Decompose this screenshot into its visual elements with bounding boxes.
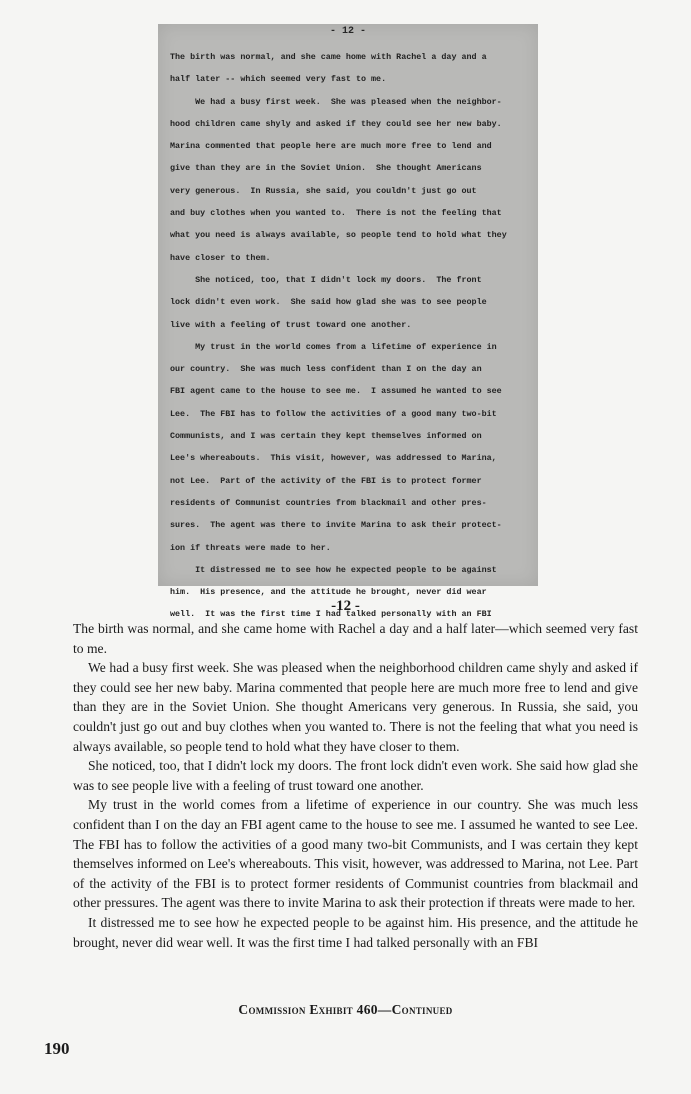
typescript-line: have closer to them. [170,252,271,263]
typescript-line: It distressed me to see how he expected people to be against [170,564,497,575]
typescript-line: what you need is always available, so people tend to hold what they [170,230,507,241]
paragraph: She noticed, too, that I didn't lock my doors. The front lock didn't even work. She said how glad she was to see people live with a feeling of trust toward one another. [73,758,638,793]
printed-page-number: -12 - [331,598,360,614]
typescript-page-number: - 12 - [329,26,366,37]
typescript-line: very generous. In Russia, she said, you couldn't just go out [170,185,477,196]
typescript-line: not Lee. Part of the activity of the FBI is to protect former [170,475,482,486]
typescript-line: Marina commented that people here are much more free to lend and [170,141,492,152]
typescript-line: half later -- which seemed very fast to me. [170,74,387,85]
typescript-line: residents of Communist countries from blackmail and other pres- [170,497,487,508]
typescript-line: Lee. The FBI has to follow the activities of a good many two-bit [170,408,497,419]
typescript-line: give than they are in the Soviet Union. She thought Americans [170,163,482,174]
typescript-line: Lee's whereabouts. This visit, however, was addressed to Marina, [170,453,497,464]
typescript-line: sures. The agent was there to invite Marina to ask their protect- [170,520,502,531]
typescript-lines [170,46,532,626]
typescript-line: well. It was the first time I had talked personally with an FBI [170,609,492,620]
typescript-line: The birth was normal, and she came home with Rachel a day and a [170,52,487,62]
typescript-line: live with a feeling of trust toward one another. [170,319,412,330]
typescript-line: him. His presence, and the attitude he brought, never did wear [170,587,487,598]
page-folio: 190 [44,1039,70,1058]
paragraph: My trust in the world comes from a lifetime of experience in our country. She was much less confident than I on the day an FBI agent came to the house to see me. I assumed he wanted to see Lee. The FBI has to follow the activities of a good many two-bit Communists, and I was certain they kept themselves informed on Lee's whereabouts. This visit, however, was addressed to Marina, not Lee. Part of the activity of the FBI is to protect former residents of Communist countries from blackmail and other pressures. The agent was there to invite Marina to ask their protection if threats were made to her. [73,797,638,911]
typescript-line: FBI agent came to the house to see me. I assumed he wanted to see [170,386,502,397]
typescript-line: My trust in the world comes from a lifetime of experience in [170,341,497,352]
typescript-photostat [158,24,538,620]
typescript-line: We had a busy first week. She was pleased when the neighbor- [170,96,502,107]
typescript-line: lock didn't even work. She said how glad she was to see people [170,297,487,308]
typescript-line: Communists, and I was certain they kept themselves informed on [170,431,482,442]
printed-transcription [73,619,638,952]
paragraph: It distressed me to see how he expected people to be against him. His presence, and the attitude he brought, never did wear well. It was the first time I had talked personally with an FBI [73,914,638,950]
paragraph: The birth was normal, and she came home with Rachel a day and a half later—which seemed very fast to me. [73,621,638,656]
typescript-line: ion if threats were made to her. [170,542,331,553]
typescript-line: She noticed, too, that I didn't lock my doors. The front [170,274,482,285]
paragraph: We had a busy first week. She was pleased when the neighborhood children came shyly and asked if they could see her new baby. Marina commented that people here are much more free to lend and give than they are in the Soviet Union. She thought Americans very generous. In Russia, she said, you couldn't just go out and buy clothes when you wanted to. There is not the feeling that what you need is always available, so people tend to hold what they have closer to them. [73,660,638,754]
typescript-line: and buy clothes when you wanted to. There is not the feeling that [170,208,502,219]
exhibit-caption: Commission Exhibit 460—Continued [238,1002,453,1017]
typescript-line: hood children came shyly and asked if they could see her new baby. [170,118,502,129]
typescript-line: our country. She was much less confident than I on the day an [170,364,482,375]
